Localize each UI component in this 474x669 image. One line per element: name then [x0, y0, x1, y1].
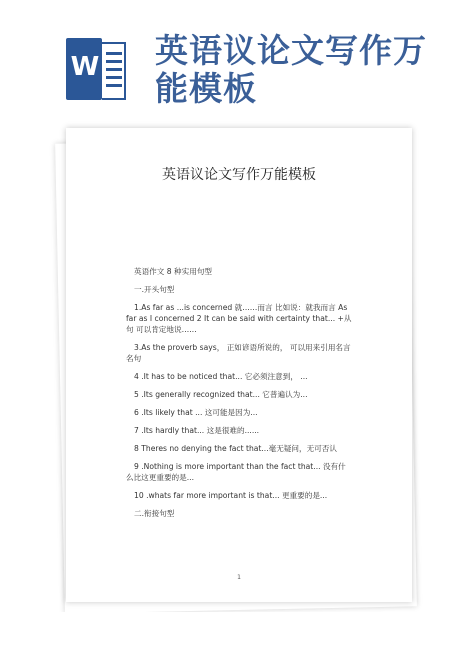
document-page — [66, 128, 412, 602]
paragraph: 英语作文 8 种实用句型 — [134, 267, 213, 276]
paragraph: 二.衔接句型 — [134, 509, 175, 518]
paragraph: 4 .It has to be noticed that... 它必须注意到， ... — [134, 372, 308, 381]
paragraph: 1.As far as ...is concerned 就……而言 比如说：就我而言 As far as I concerned 2 It can be said with certainty that... +从句 可以肯定地说…… — [126, 303, 352, 334]
word-icon-lines — [106, 52, 122, 92]
paragraph: 一.开头句型 — [134, 285, 175, 294]
paragraph: 7 .Its hardly that... 这是很难的...... — [134, 426, 260, 435]
footer-area — [0, 612, 474, 669]
paragraph: 3.As the proverb says， 正如谚语所说的， 可以用来引用名言名句 — [126, 343, 351, 363]
header-title: 英语议论文写作万能模板 — [155, 31, 427, 108]
document-title: 英语议论文写作万能模板 — [162, 167, 316, 183]
word-icon-letter: W — [70, 52, 100, 82]
header — [0, 0, 474, 120]
paragraph: 6 .Its likely that ... 这可能是因为... — [134, 408, 258, 417]
page-number: 1 — [237, 574, 241, 581]
word-icon — [66, 38, 128, 100]
paragraph: 9 .Nothing is more important than the fact that... 没有什么比这更重要的是... — [126, 462, 346, 482]
document-body — [126, 266, 352, 526]
paragraph: 8 Theres no denying the fact that...毫无疑问，无可否认 — [134, 444, 337, 453]
paragraph: 10 .whats far more important is that... 更重要的是... — [134, 491, 328, 500]
paragraph: 5 .Its generally recognized that... 它普遍认为... — [134, 390, 308, 399]
